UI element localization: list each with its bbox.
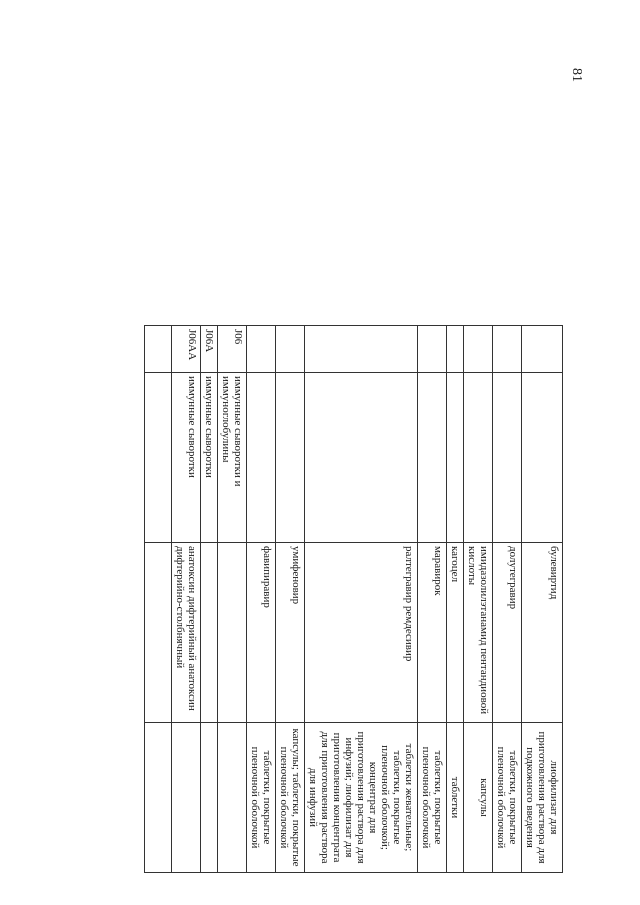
- code-cell: [305, 326, 418, 373]
- drug-cell: [218, 543, 247, 723]
- code-cell: [247, 326, 276, 373]
- page-number: 81: [569, 68, 584, 82]
- code-cell: [447, 326, 464, 373]
- group-cell: иммунные сыворотки: [172, 373, 201, 543]
- code-cell: J06AA: [172, 326, 201, 373]
- drug-cell: фавипиравир: [247, 543, 276, 723]
- form-cell: [218, 723, 247, 873]
- drug-cell: кагоцел: [447, 543, 464, 723]
- form-cell: таблетки, покрытые пленочной оболочкой: [418, 723, 447, 873]
- form-cell: [145, 723, 172, 873]
- code-cell: [464, 326, 493, 373]
- drug-cell: маравирок: [418, 543, 447, 723]
- form-cell: таблетки: [447, 723, 464, 873]
- form-cell: таблетки, покрытые пленочной оболочкой: [493, 723, 522, 873]
- form-cell: [201, 723, 218, 873]
- code-cell: J06A: [201, 326, 218, 373]
- group-cell: [145, 373, 172, 543]
- group-cell: [447, 373, 464, 543]
- code-cell: [276, 326, 305, 373]
- group-cell: [522, 373, 563, 543]
- table-row: [464, 326, 493, 873]
- table-row: [418, 326, 447, 873]
- form-cell: капсулы: [464, 723, 493, 873]
- table-row: [522, 326, 563, 873]
- drug-cell: ралтегравир ремдесивир: [305, 543, 418, 723]
- drug-cell: долутегравир: [493, 543, 522, 723]
- drug-cell: [201, 543, 218, 723]
- table-row: [447, 326, 464, 873]
- group-cell: [493, 373, 522, 543]
- drug-cell: булевиртид: [522, 543, 563, 723]
- table-row: [305, 326, 418, 873]
- table-row: [493, 326, 522, 873]
- form-cell: капсулы; таблетки, покрытые пленочной оболочкой: [276, 723, 305, 873]
- table-row: [145, 326, 172, 873]
- drug-table: [144, 325, 563, 873]
- drug-cell: [145, 543, 172, 723]
- code-cell: [493, 326, 522, 373]
- form-cell: таблетки жевательные; таблетки, покрытые пленочной оболочкой; концентрат для приготовления раствора для инфузий; лиофилизат для приготовления концентрата для приготовления раствора для инфузий: [305, 723, 418, 873]
- group-cell: иммунные сыворотки и иммуноглобулины: [218, 373, 247, 543]
- drug-cell: умифеновир: [276, 543, 305, 723]
- code-cell: [522, 326, 563, 373]
- code-cell: [145, 326, 172, 373]
- group-cell: иммунные сыворотки: [201, 373, 218, 543]
- form-cell: таблетки, покрытые пленочной оболочкой: [247, 723, 276, 873]
- group-cell: [276, 373, 305, 543]
- group-cell: [464, 373, 493, 543]
- code-cell: J06: [218, 326, 247, 373]
- table-row: [276, 326, 305, 873]
- group-cell: [305, 373, 418, 543]
- table-row: [201, 326, 218, 873]
- drug-cell: анатоксин дифтерийный анатоксин дифтерийно-столбнячный: [172, 543, 201, 723]
- form-cell: [172, 723, 201, 873]
- group-cell: [418, 373, 447, 543]
- table-frame: [50, 325, 563, 872]
- drug-cell: имидазолилэтанамид пентандиовой кислоты: [464, 543, 493, 723]
- group-cell: [247, 373, 276, 543]
- table-row: [172, 326, 201, 873]
- form-cell: лиофилизат для приготовления раствора для подкожного введения: [522, 723, 563, 873]
- table-row: [247, 326, 276, 873]
- table-row: [218, 326, 247, 873]
- code-cell: [418, 326, 447, 373]
